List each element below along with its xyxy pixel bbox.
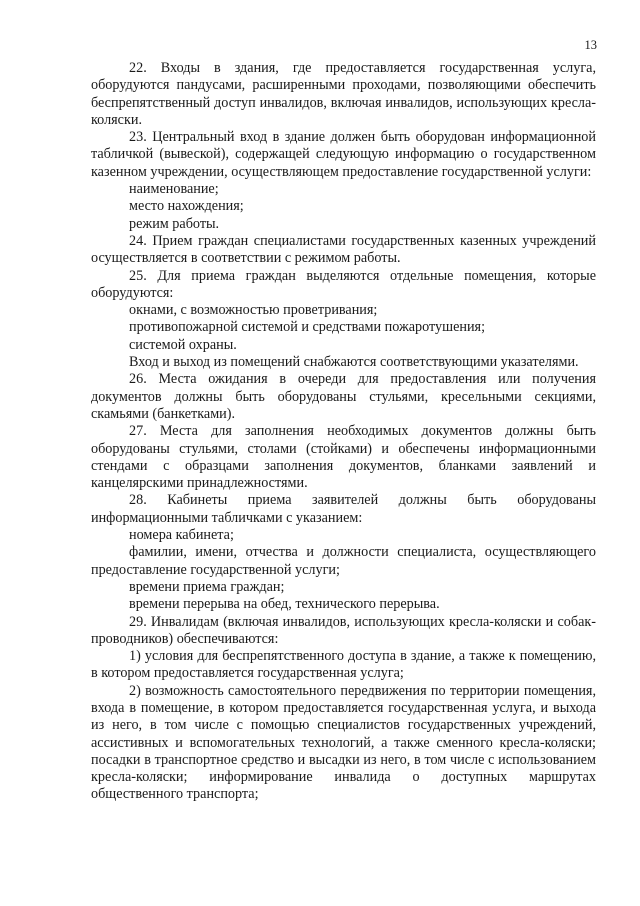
paragraph-entrance-signs: Вход и выход из помещений снабжаются соответствующими указателями. xyxy=(129,354,579,371)
paragraph-27: 27. Места для заполнения необходимых документов должны быть оборудованы стульями, столами (стойками) и обеспечены информационными стендами с образцами заполнения документов, бланками заявлений и канцелярскими принадлежностями. xyxy=(91,423,596,492)
paragraph-26: 26. Места ожидания в очереди для предоставления или получения документов должны быть оборудованы стульями, кресельными секциями, скамьями (банкетками). xyxy=(91,371,596,422)
paragraph-29: 29. Инвалидам (включая инвалидов, использующих кресла-коляски и собак-проводников) обеспечиваются: xyxy=(91,613,596,647)
list-item-break-time: времени перерыва на обед, технического перерыва. xyxy=(129,596,440,613)
paragraph-23: 23. Центральный вход в здание должен быть оборудован информационной табличкой (вывеской), содержащей следующую информацию о государственном казенном учреждении, осуществляющем предоставление государственной услуги: xyxy=(91,129,596,180)
document-body xyxy=(91,60,596,804)
paragraph-24: 24. Прием граждан специалистами государственных казенных учреждений осуществляется в соответствии с режимом работы. xyxy=(91,232,596,267)
list-item-reception-time: времени приема граждан; xyxy=(129,578,285,595)
page-number: 13 xyxy=(584,38,597,52)
list-item-office-number: номера кабинета; xyxy=(129,527,234,544)
list-item-windows: окнами, с возможностью проветривания; xyxy=(129,302,378,319)
paragraph-25: 25. Для приема граждан выделяются отдельные помещения, которые оборудуются: xyxy=(91,267,596,301)
list-item-location: место нахождения; xyxy=(129,198,244,215)
list-item-specialist-name: фамилии, имени, отчества и должности специалиста, осуществляющего предоставление государственной услуги; xyxy=(91,544,596,578)
list-item-work-hours: режим работы. xyxy=(129,215,220,232)
paragraph-22: 22. Входы в здания, где предоставляется государственная услуга, оборудуются пандусами, расширенными проходами, позволяющими обеспечить беспрепятственный доступ инвалидов, включая инвалидов, использующих кресла-коляски. xyxy=(91,60,596,128)
list-item-fire-system: противопожарной системой и средствами пожаротушения; xyxy=(129,319,486,336)
paragraph-28: 28. Кабинеты приема заявителей должны быть оборудованы информационными табличками с указанием: xyxy=(91,492,596,526)
list-item-movement-ability: 2) возможность самостоятельного передвижения по территории помещения, входа в помещение, в котором предоставляется государственная услуга, и выхода из него, в том числе с помощью специалистов государственных учреждений, ассистивных и вспомогательных технологий, а также сменного кресла-коляски; посадки в транспортное средство и высадки из него, в том числе с использованием кресла-коляски; информирование инвалида о доступных маршрутах общественного транспорта; xyxy=(91,682,596,803)
list-item-access-conditions: 1) условия для беспрепятственного доступа в здание, а также к помещению, в котором предоставляется государственная услуга; xyxy=(91,648,596,682)
list-item-security-system: системой охраны. xyxy=(129,336,237,353)
list-item-name: наименование; xyxy=(129,181,219,198)
